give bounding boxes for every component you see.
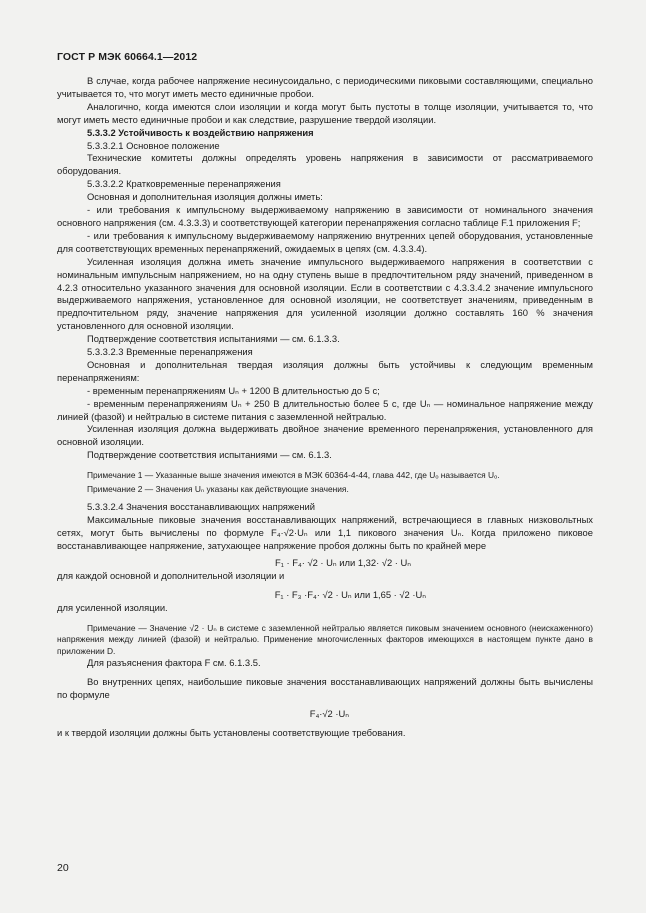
- paragraph: Для разъяснения фактора F см. 6.1.3.5.: [87, 657, 261, 669]
- paragraph: Аналогично, когда имеются слои изоляции и когда могут быть пустоты в толще изоляции, учитывается то, что могут иметь место единичные пробои и как следствие, разрушение твердой изоляции.: [57, 100, 593, 125]
- paragraph: Основная и дополнительная твердая изоляция должны быть устойчивы к следующим временным перенапряжениям:: [57, 358, 593, 383]
- paragraph: для усиленной изоляции.: [57, 601, 168, 613]
- paragraph: Усиленная изоляция должна иметь значение импульсного выдерживаемого напряжения в соответствии с номинальным импульсным напряжением, но на одну ступень выше в предпочтительном ряду значений, приведенном в 4.2.3 относительно указанного значения для основной изоляции. Если в соответствии с 4.3.3.4.2 значение импульсного выдерживаемого напряжения, установленное для основной изоляции, не соответствует значениям, приведенным в предпочтительном ряду, значение напряжения для усиленной изоляции должно составлять 160 % значения установленного для основной изоляции.: [57, 255, 593, 332]
- page-number: 20: [57, 862, 69, 874]
- paragraph: Усиленная изоляция должна выдерживать двойное значение временного перенапряжения, установленного для основной изоляции.: [57, 423, 593, 448]
- paragraph: В случае, когда рабочее напряжение несинусоидально, с периодическими пиковыми составляющими, специально учитывается то, что могут иметь место единичные пробои.: [57, 75, 593, 99]
- paragraph: Основная и дополнительная изоляция должны иметь:: [87, 191, 323, 203]
- note: Примечание — Значение √2 · Uₙ в системе с заземленной нейтралью является пиковым значением основного (неискаженного) напряжения между линией (фазой) и нейтралью. Применение многочисленных факторов имеющихся в настоящем пункте дано в приложении D.: [57, 622, 593, 656]
- subsection-heading: 5.3.3.2.2 Кратковременные перенапряжения: [87, 178, 281, 190]
- formula: F₄·√2 ·Uₙ: [309, 708, 349, 720]
- paragraph: Максимальные пиковые значения восстанавливающих напряжений, встречающиеся в главных низковольтных сетях, могут быть вычислены по формуле F₄·√2·Uₙ или 1,1 пикового значения Uₙ. Когда приложено пиковое восстанавливающее напряжение, затухающее напряжение пробоя должны быть по крайней мере: [57, 514, 593, 552]
- list-item: - или требования к импульсному выдерживаемому напряжению в зависимости от номинального значения основного напряжения (см. 4.3.3.3) и соответствующей категории перенапряжения согласно таблице F.1 приложения F;: [57, 204, 593, 228]
- subsection-heading: 5.3.3.2.4 Значения восстанавливающих напряжений: [87, 501, 316, 513]
- document-body: [57, 75, 593, 740]
- list-item: - или требования к импульсному выдерживаемому напряжению внутренних цепей оборудования, установленные для соответствующих временных перенапряжений, ожидаемых в цепях (см. 4.3.3.4).: [57, 229, 593, 254]
- paragraph: Подтверждение соответствия испытаниями — см. 6.1.3.3.: [87, 333, 340, 345]
- note: Примечание 2 — Значения Uₙ указаны как действующие значения.: [87, 483, 349, 494]
- paragraph: Во внутренних цепях, наибольшие пиковые значения восстанавливающих напряжений должны быть вычислены по формуле: [57, 676, 593, 701]
- list-item: - временным перенапряжениям Uₙ + 1200 В длительностью до 5 с;: [87, 384, 380, 396]
- subsection-heading: 5.3.3.2.3 Временные перенапряжения: [87, 346, 253, 358]
- paragraph: для каждой основной и дополнительной изоляции и: [57, 569, 285, 581]
- paragraph: Технические комитеты должны определять уровень напряжения в зависимости от рассматриваемого оборудования.: [57, 152, 593, 177]
- document-header: ГОСТ Р МЭК 60664.1—2012: [57, 51, 198, 63]
- formula: F₁ · F₃ ·F₄· √2 · Uₙ или 1,65 · √2 ·Uₙ: [274, 588, 426, 600]
- note: Примечание 1 — Указанные выше значения имеются в МЭК 60364-4-44, глава 442, где Uₒ называется Uₒ.: [87, 470, 500, 481]
- subsection-heading: 5.3.3.2.1 Основное положение: [87, 139, 220, 151]
- list-item: - временным перенапряжениям Uₙ + 250 В длительностью более 5 с, где Uₙ — номинальное напряжение между линией (фазой) и нейтралью в системе питания с заземленной нейтралью.: [57, 397, 593, 422]
- paragraph: Подтверждение соответствия испытаниями — см. 6.1.3.: [87, 449, 332, 461]
- formula: F₁ · F₄· √2 · Uₙ или 1,32· √2 · Uₙ: [274, 557, 411, 568]
- paragraph: и к твердой изоляции должны быть установлены соответствующие требования.: [57, 727, 406, 739]
- section-heading: 5.3.3.2 Устойчивость к воздействию напряжения: [87, 126, 314, 138]
